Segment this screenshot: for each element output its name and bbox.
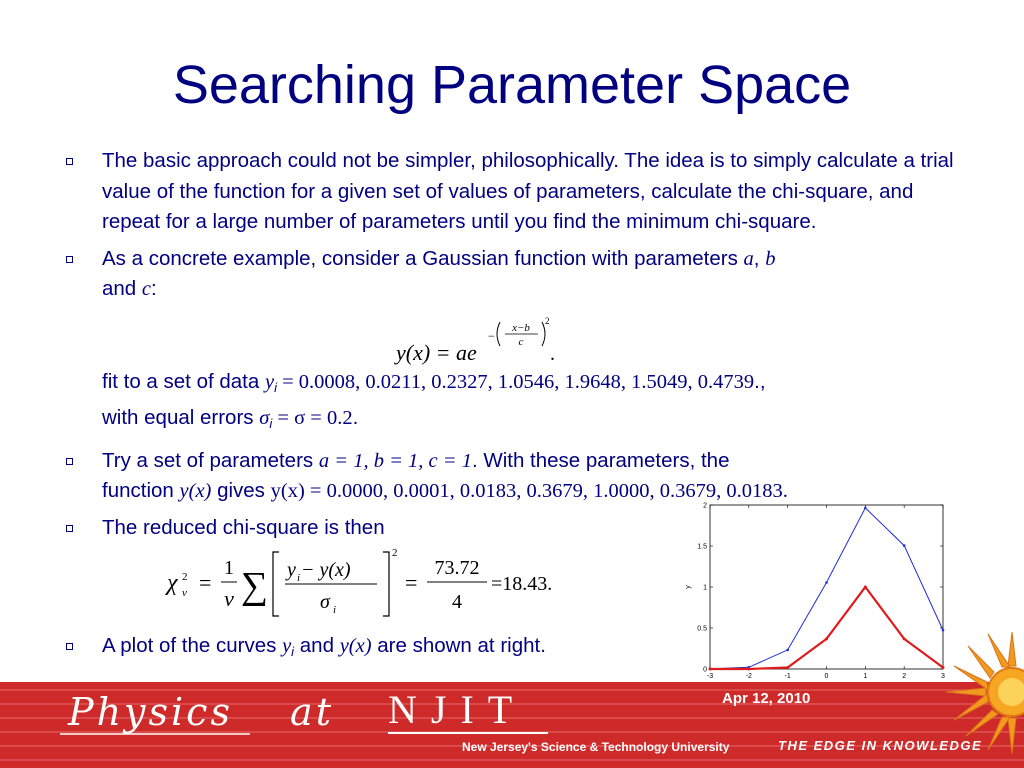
bullet-text: Try a set of parameters <box>102 448 314 472</box>
eq2-one: 1 <box>224 557 234 579</box>
eq2-num-i: i <box>297 572 301 584</box>
sun-logo-icon <box>940 600 1024 768</box>
eq2-frac-den: 4 <box>452 591 462 613</box>
eq2-den-i: i <box>333 604 337 616</box>
physics-word: Physics <box>68 690 233 734</box>
fit-text: fit to a set of data <box>102 369 260 393</box>
bullet-marker-icon <box>66 643 73 650</box>
and-text: and <box>299 634 334 657</box>
x-tick-label: 1 <box>863 673 868 680</box>
y-tick-label: 2 <box>703 502 707 510</box>
bullet-text-mid: . With these parameters, the <box>471 448 730 472</box>
eq2-sum: ∑ <box>241 565 269 607</box>
y-tick-label: 0.5 <box>697 625 707 633</box>
comma: , <box>753 246 760 270</box>
x-tick-label: -2 <box>745 673 752 680</box>
chi-square-equation <box>165 546 585 622</box>
eq2-frac-num: 73.72 <box>434 557 480 579</box>
bullet-text: As a concrete example, consider a Gaussian function with parameters <box>102 246 738 270</box>
trial-params: a = 1, b = 1, c = 1 <box>318 449 472 472</box>
eq2-result: =18.43. <box>491 573 553 595</box>
eq2-chi: χ <box>167 570 178 596</box>
eq1-minus: − <box>488 329 495 343</box>
data-point-2 <box>825 637 828 640</box>
x-tick-label: -3 <box>706 673 714 680</box>
x-tick-label: 2 <box>902 673 907 680</box>
at-word: at <box>290 690 334 734</box>
slide-date: Apr 12, 2010 <box>722 690 811 707</box>
data-point-1 <box>864 507 867 510</box>
data-point-1 <box>903 544 906 547</box>
bullet-marker-icon <box>66 458 73 465</box>
gaussian-equation <box>390 316 570 376</box>
x-tick-label: 0 <box>824 673 829 680</box>
gives-text: gives <box>217 479 265 502</box>
trial-values: y(x) = 0.0000, 0.0001, 0.0183, 0.3679, 1.0000, 0.3679, 0.0183. <box>270 480 788 502</box>
fit-values: = 0.0008, 0.0211, 0.2327, 1.0546, 1.9648, 1.5049, 0.4739 <box>276 370 755 393</box>
param-b: b <box>765 247 776 270</box>
x-tick-label: -1 <box>784 673 791 680</box>
errors-values: = σ = 0.2 <box>272 407 353 429</box>
data-point-2 <box>747 667 750 670</box>
tagline: THE EDGE IN KNOWLEDGE <box>778 738 983 753</box>
errors-sigma: σ <box>259 407 270 429</box>
data-point-1 <box>825 581 828 584</box>
eq2-num-rest: − y(x) <box>301 559 351 581</box>
data-point-2 <box>864 586 867 589</box>
eq2-equals: = <box>199 570 212 595</box>
and-text: and <box>102 277 137 300</box>
eq1-lhs: y(x) = ae <box>396 340 477 365</box>
yx-symbol: y(x) <box>179 480 212 502</box>
bullet-marker-icon <box>66 158 73 165</box>
errors-text: with equal errors <box>102 406 254 429</box>
fit-y: y <box>264 370 275 393</box>
eq1-exp-pow: 2 <box>545 316 550 326</box>
data-point-2 <box>786 666 789 669</box>
eq2-equals-2: = <box>405 570 418 595</box>
y-tick-label: 1.5 <box>697 543 707 551</box>
x-tick-label: 3 <box>941 673 945 680</box>
bullet-text: The basic approach could not be simpler, philosophically. The idea is to simply calculate a trial value of the function for a given set of values of parameters, calculate the chi-square, and repeat for a large number of parameters until you find the minimum chi-square. <box>102 149 954 233</box>
eq2-den-sigma: σ <box>320 591 330 613</box>
y-tick-label: 0 <box>703 666 707 674</box>
physics-logo <box>68 690 334 734</box>
eq2-nu: ν <box>224 586 234 611</box>
plot-frame <box>710 505 943 669</box>
eq2-pow: 2 <box>392 547 398 559</box>
bullet-text: The reduced chi-square is then <box>102 515 385 539</box>
bullet-try-parameters <box>62 446 972 507</box>
colon: : <box>151 277 157 300</box>
gaussian-plot <box>680 500 950 685</box>
errors-end: . <box>352 406 359 429</box>
njit-logo: NJIT <box>388 687 527 732</box>
data-point-2 <box>709 668 712 671</box>
bullet-basic-approach <box>62 146 972 238</box>
fit-i: i <box>274 379 277 395</box>
bullet-marker-icon <box>66 525 73 532</box>
curve-i: i <box>291 644 295 659</box>
bullet-text-end: are shown at right. <box>377 634 546 657</box>
njit-rule <box>388 732 548 734</box>
eq1-period: . <box>550 343 555 365</box>
page-title: Searching Parameter Space <box>172 55 852 115</box>
eq2-chi-sup: 2 <box>182 571 188 583</box>
eq2-chi-sub: ν <box>182 587 187 599</box>
curve-yx: y(x) <box>339 635 372 657</box>
eq1-exp-num: x−b <box>512 322 530 334</box>
y-tick-label: 1 <box>703 584 707 592</box>
param-a: a <box>743 247 754 270</box>
bullet-marker-icon <box>66 256 73 263</box>
eq1-exp-den: c <box>518 336 524 348</box>
errors-i: i <box>269 416 273 431</box>
data-point-1 <box>786 649 789 652</box>
param-c: c <box>141 278 152 300</box>
fit-tail: ., <box>754 369 766 393</box>
bullet-text: A plot of the curves <box>102 634 277 657</box>
data-point-2 <box>903 637 906 640</box>
njit-subtitle: New Jersey's Science & Technology University <box>462 740 730 754</box>
function-text: function <box>102 479 174 502</box>
eq2-num-y: y <box>287 559 296 581</box>
y-axis-label: y <box>685 585 692 589</box>
curve-y: y <box>282 635 292 657</box>
